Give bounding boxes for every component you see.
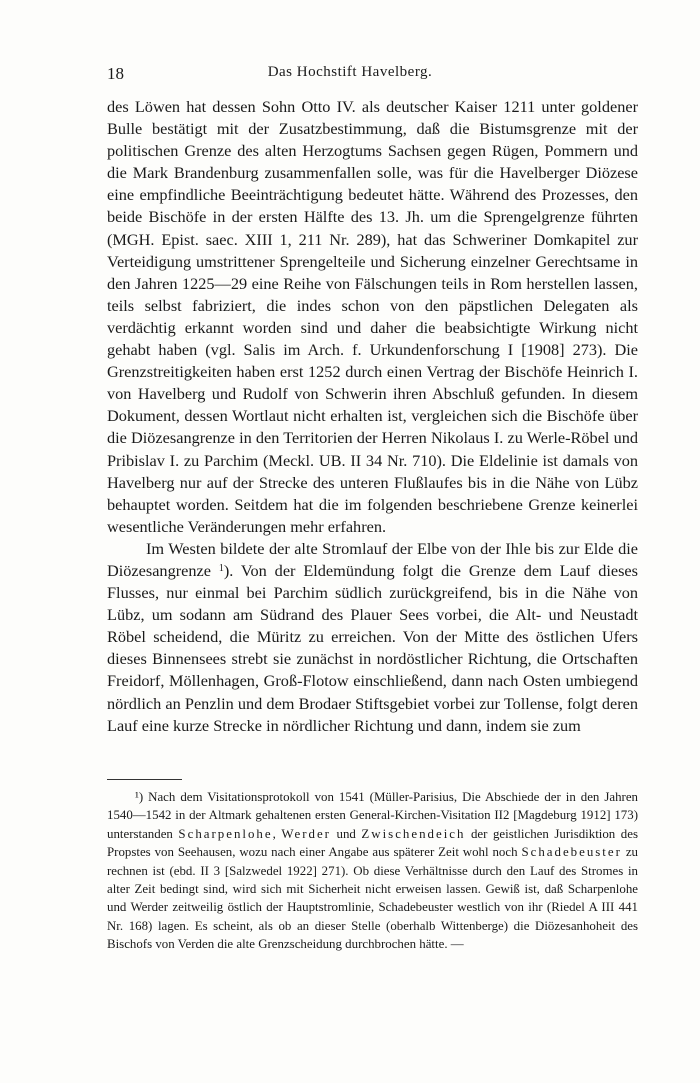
page-number: 18 <box>107 64 124 83</box>
footnote-text-2: , <box>272 826 276 841</box>
footnote-1 <box>107 788 638 954</box>
place-name-scharpenlohe: Scharpenlohe <box>178 826 273 841</box>
footnote-text-1: Nach dem Visitationsprotokoll von 1541 (Müller-Parisius, Die Abschiede der in den Jahren 1540—1542 in der Altmark gehaltenen ersten General-Kirchen-Visitation II2 [Magdeburg 1912] 173) unterstanden <box>107 790 638 841</box>
footnote-divider <box>107 779 182 780</box>
paragraph-1: des Löwen hat dessen Sohn Otto IV. als deutscher Kaiser 1211 unter goldener Bulle bestätigt mit der Zusatzbestimmung, daß die Bistumsgrenze mit der politischen Grenze des alten Herzogtums Sachsen gegen Rügen, Pommern und die Mark Brandenburg zusammenfallen solle, was für die Havelberger Diözese eine empfindliche Beeinträchtigung bedeutet hätte. Während des Prozesses, den beide Bischöfe in der ersten Hälfte des 13. Jh. um die Sprengelgrenze führten (MGH. Epist. saec. XIII 1, 211 Nr. 289), hat das Schweriner Domkapitel zur Verteidigung umstrittener Sprengelteile und Sicherung einzelner Gerechtsame in den Jahren 1225—29 eine Reihe von Fälschungen teils in Rom herstellen lassen, teils selbst fabriziert, die indes schon von den päpstlichen Delegaten als verdächtig erkannt worden sind und daher die beabsichtigte Wirkung nicht gehabt haben (vgl. Salis im Arch. f. Urkundenforschung I [1908] 273). Die Grenzstreitigkeiten haben erst 1252 durch einen Vertrag der Bischöfe Heinrich I. von Havelberg und Rudolf von Schwerin ihren Abschluß gefunden. In diesem Dokument, dessen Wortlaut nicht erhalten ist, vergleichen sich die Bischöfe über die Diözesangrenze in den Territorien der Herren Nikolaus I. zu Werle-Röbel und Pribislav I. zu Parchim (Meckl. UB. II 34 Nr. 710). Die Eldelinie ist damals von Havelberg nur auf der Strecke des unteren Flußlaufes bis in die Nähe von Lübz behauptet worden. Seitdem hat die im folgenden beschriebene Grenze keinerlei wesentliche Veränderungen mehr erfahren. <box>107 97 638 536</box>
footnote-marker: ¹) <box>135 790 144 804</box>
paragraph-2-text-a: Im Westen bildete der alte Stromlauf der Elbe von der Ihle bis zur Elde die Diözesangrenze <box>107 538 638 580</box>
footnote-text-4: der geistlichen Jurisdiktion des Propstes von Seehausen, wozu nach einer Angabe aus späterer Zeit wohl noch <box>107 826 638 860</box>
paragraph-2-text-b: ). Von der Eldemündung folgt die Grenze dem Lauf dieses Flusses, nur einmal bei Parchim südlich zurückgreifend, bis in die Nähe von Lübz, um sodann am Südrand des Plauer Sees vorbei, die Alt- und Neustadt Röbel scheidend, die Müritz zu erreichen. Von der Mitte des östlichen Ufers dieses Binnensees strebt sie zunächst in nordöstlicher Richtung, die Ortschaften Freidorf, Möllenhagen, Groß-Flotow einschließend, dann nach Osten umbiegend nördlich an Penzlin und dem Brodaer Stiftsgebiet vorbei zur Tollense, folgt deren Lauf eine kurze Strecke in nördlicher Richtung und dann, indem sie zum <box>107 560 638 735</box>
running-title: Das Hochstift Havelberg. <box>267 64 433 80</box>
footnote-text-5: zu rechnen ist (ebd. II 3 [Salzwedel 1922] 271). Ob diese Verhältnisse durch den Lauf des Stromes in alter Zeit bedingt sind, wird sich mit Sicherheit nicht erweisen lassen. Gewiß ist, daß Scharpenlohe und Werder zeitweilig östlich der Hauptstromlinie, Schadebeuster westlich von ihr (Riedel A III 441 Nr. 168) lagen. Es scheint, als ob an dieser Stelle (oberhalb Wittenberge) die Diözesanhoheit des Bischofs von Verden die alte Grenzscheidung durchbrochen hätte. — <box>107 845 638 952</box>
body-text <box>107 96 638 737</box>
place-name-schadebeuster: Schadebeuster <box>521 845 622 860</box>
paragraph-2 <box>107 538 638 737</box>
footnotes <box>107 788 638 954</box>
place-name-zwischendeich: Zwischendeich <box>361 826 466 841</box>
footnote-text-3: und <box>336 826 356 841</box>
place-name-werder: Werder <box>281 826 331 841</box>
footnote-reference: 1 <box>218 562 224 574</box>
